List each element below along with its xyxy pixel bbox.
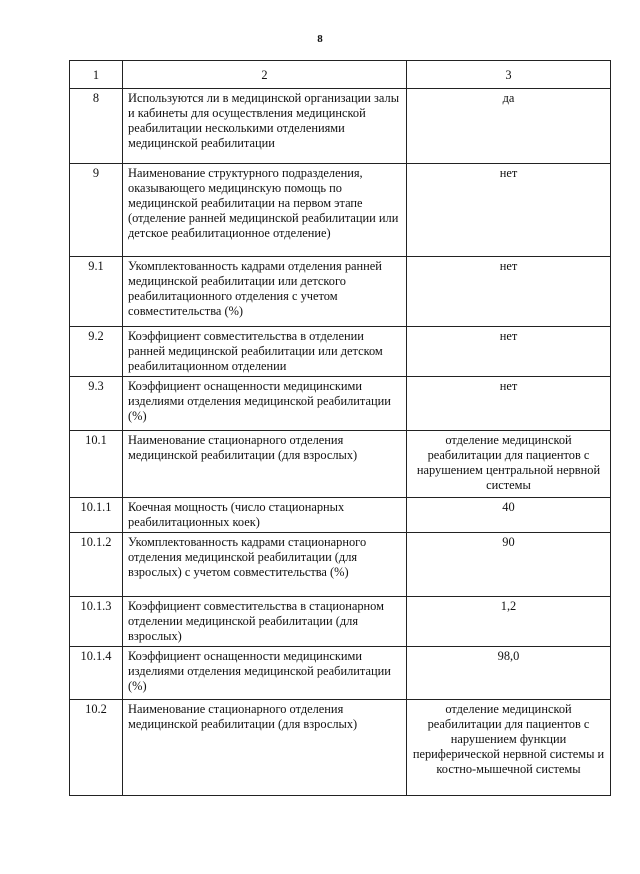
row-description: Наименование стационарного отделения медицинской реабилитации (для взрослых) — [123, 700, 407, 796]
row-description: Коэффициент оснащенности медицинскими изделиями отделения медицинской реабилитации (%) — [123, 377, 407, 431]
row-value: да — [407, 89, 611, 164]
row-number: 8 — [70, 89, 123, 164]
row-value: нет — [407, 164, 611, 257]
row-description: Укомплектованность кадрами отделения ранней медицинской реабилитации или детского реабилитационного отделения с учетом совместительства (%) — [123, 257, 407, 327]
page-number: 8 — [317, 33, 323, 45]
row-description: Коэффициент оснащенности медицинскими изделиями отделения медицинской реабилитации (%) — [123, 647, 407, 700]
column-header-1: 1 — [70, 61, 123, 89]
row-number: 9.3 — [70, 377, 123, 431]
row-description: Наименование стационарного отделения медицинской реабилитации (для взрослых) — [123, 431, 407, 498]
row-description: Коэффициент совместительства в отделении ранней медицинской реабилитации или детском реабилитационном отделении — [123, 327, 407, 377]
row-value: нет — [407, 327, 611, 377]
table-row — [70, 533, 611, 597]
row-value: 90 — [407, 533, 611, 597]
row-number: 9.2 — [70, 327, 123, 377]
row-value: отделение медицинской реабилитации для пациентов с нарушением функции периферической нервной системы и костно-мышечной системы — [407, 700, 611, 796]
row-number: 9 — [70, 164, 123, 257]
table-header-row — [70, 61, 611, 89]
column-header-3: 3 — [407, 61, 611, 89]
row-number: 10.1.3 — [70, 597, 123, 647]
table-row — [70, 647, 611, 700]
table-row — [70, 89, 611, 164]
row-value: нет — [407, 257, 611, 327]
table-row — [70, 164, 611, 257]
column-header-2: 2 — [123, 61, 407, 89]
table-row — [70, 377, 611, 431]
table-row — [70, 498, 611, 533]
row-number: 10.1.2 — [70, 533, 123, 597]
table-row — [70, 597, 611, 647]
data-table — [69, 60, 611, 796]
row-description: Наименование структурного подразделения, оказывающего медицинскую помощь по медицинской реабилитации на первом этапе (отделение ранней медицинской реабилитации или детское реабилитационное отделение) — [123, 164, 407, 257]
row-number: 9.1 — [70, 257, 123, 327]
row-value: нет — [407, 377, 611, 431]
row-number: 10.1 — [70, 431, 123, 498]
table-row — [70, 327, 611, 377]
table-row — [70, 257, 611, 327]
row-value: 40 — [407, 498, 611, 533]
table-row — [70, 700, 611, 796]
row-value: 1,2 — [407, 597, 611, 647]
table-row — [70, 431, 611, 498]
row-value: 98,0 — [407, 647, 611, 700]
row-number: 10.2 — [70, 700, 123, 796]
row-description: Укомплектованность кадрами стационарного отделения медицинской реабилитации (для взрослых) с учетом совместительства (%) — [123, 533, 407, 597]
row-description: Коэффициент совместительства в стационарном отделении медицинской реабилитации (для взрослых) — [123, 597, 407, 647]
row-number: 10.1.1 — [70, 498, 123, 533]
row-value: отделение медицинской реабилитации для пациентов с нарушением центральной нервной системы — [407, 431, 611, 498]
row-description: Коечная мощность (число стационарных реабилитационных коек) — [123, 498, 407, 533]
row-description: Используются ли в медицинской организации залы и кабинеты для осуществления медицинской реабилитации несколькими отделениями медицинской реабилитации — [123, 89, 407, 164]
row-number: 10.1.4 — [70, 647, 123, 700]
